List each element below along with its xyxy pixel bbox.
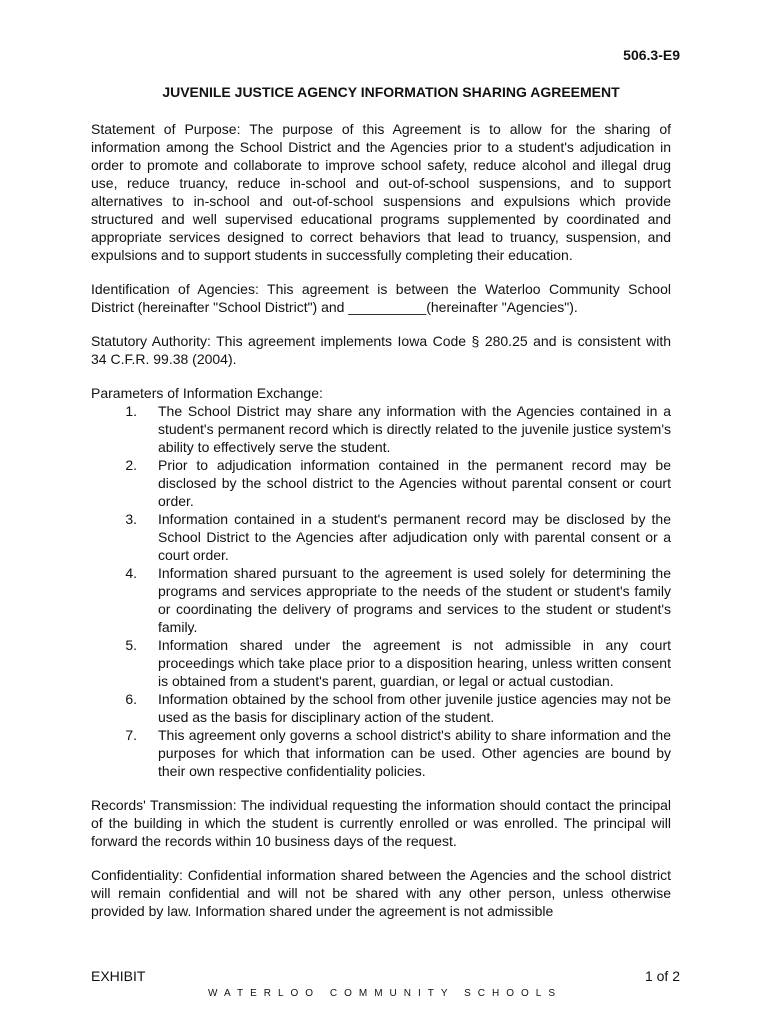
list-item-text: This agreement only governs a school district's ability to share information and the purposes for which that information can be used. Other agencies are bound by their own respective confidentiality policies. [158,727,671,779]
list-item-number: 6. [125,691,137,707]
statement-of-purpose: Statement of Purpose: The purpose of this Agreement is to allow for the sharing of information among the School District and the Agencies prior to a student's adjudication in order to promote and collaborate to improve school safety, reduce alcohol and illegal drug use, reduce truancy, reduce in-school and out-of-school suspensions, and to support alternatives to in-school and out-of-school suspensions and expulsions which provide structured and well supervised educational programs supplemented by coordinated and appropriate services designed to correct behaviors that lead to truancy, suspension, and expulsions and to support students in successfully completing their education. [91,121,671,263]
policy-code: 506.3-E9 [623,47,680,63]
list-item [91,564,671,636]
list-item-number: 2. [125,457,137,473]
parameters-heading: Parameters of Information Exchange: [91,385,323,401]
list-item-text: Information obtained by the school from other juvenile justice agencies may not be used as the basis for disciplinary action of the student. [158,691,671,725]
list-item [91,636,671,690]
list-item [91,456,671,510]
document-body [91,120,671,936]
page-title: JUVENILE JUSTICE AGENCY INFORMATION SHARING AGREEMENT [162,84,620,100]
confidentiality: Confidentiality: Confidential information shared between the Agencies and the school district will remain confidential and will not be shared with any other person, unless otherwise provided by law. Information shared under the agreement is not admissible [91,867,671,919]
list-item-number: 1. [125,403,137,419]
records-transmission: Records' Transmission: The individual requesting the information should contact the principal of the building in which the student is currently enrolled or was enrolled. The principal will forward the records within 10 business days of the request. [91,797,671,849]
footer-exhibit-label: EXHIBIT [91,968,146,984]
footer-school-name: WATERLOO COMMUNITY SCHOOLS [207,988,563,999]
footer-page-number: 1 of 2 [644,968,680,984]
list-item-text: Prior to adjudication information contained in the permanent record may be disclosed by the school district to the Agencies without parental consent or court order. [158,457,671,509]
list-item [91,726,671,780]
list-item-text: Information contained in a student's permanent record may be disclosed by the School District to the Agencies after adjudication only with parental consent or a court order. [158,511,671,563]
statutory-authority: Statutory Authority: This agreement implements Iowa Code § 280.25 and is consistent with 34 C.F.R. 99.38 (2004). [91,333,671,367]
list-item-text: Information shared pursuant to the agreement is used solely for determining the programs and services appropriate to the needs of the student or student's family or coordinating the delivery of programs and services to the student or student's family. [158,565,671,635]
list-item-number: 5. [125,637,137,653]
list-item [91,690,671,726]
list-item-text: The School District may share any information with the Agencies contained in a student's permanent record which is directly related to the juvenile justice system's ability to effectively serve the student. [158,403,671,455]
list-item-text: Information shared under the agreement is not admissible in any court proceedings which take place prior to a disposition hearing, unless written consent is obtained from a student's parent, guardian, or legal or actual custodian. [158,637,671,689]
list-item-number: 7. [125,727,137,743]
list-item-number: 4. [125,565,137,581]
identification-of-agencies: Identification of Agencies: This agreement is between the Waterloo Community School District (hereinafter "School District") and __________(hereinafter "Agencies"). [91,281,671,315]
list-item [91,402,671,456]
list-item-number: 3. [125,511,137,527]
list-item [91,510,671,564]
parameters-list [91,402,671,780]
